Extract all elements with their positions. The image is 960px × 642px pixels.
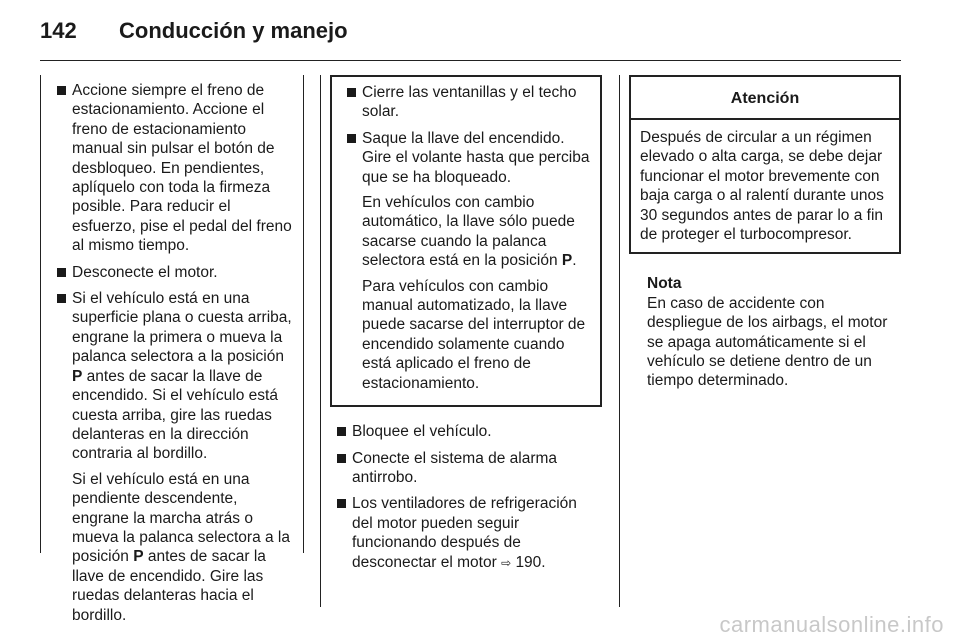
sub-text-post: antes de sacar la llave de encendido. Gire las ruedas delanteras hacia el bordillo.: [72, 548, 266, 624]
bullet-list: [41, 75, 303, 625]
item-subparagraph: Para vehículos con cambio manual automatizado, la llave puede sacarse del interruptor de encendido solamente cuando está aplicado el freno de estacionamiento.: [362, 277, 586, 392]
list-item: [340, 83, 594, 122]
item-text: Desconecte el motor.: [72, 263, 218, 281]
list-item: [330, 449, 597, 488]
list-item: [50, 289, 293, 625]
sub-text-pre: En vehículos con cambio automático, la llave sólo puede sacarse cuando la palanca selectora está en la posición: [362, 194, 575, 270]
item-text: Los ventiladores de refrigeración del motor pueden seguir funcionando después de desconectar el motor: [352, 495, 577, 571]
column-1: [40, 75, 304, 624]
header-rule: [40, 60, 901, 61]
note-title: Nota: [647, 275, 682, 293]
page-reference-arrow-icon: ⇨: [501, 555, 512, 570]
list-item: [330, 494, 597, 573]
item-text: Saque la llave del encendido. Gire el volante hasta que perciba que se ha bloqueado.: [362, 129, 590, 186]
item-subparagraph: [72, 470, 293, 625]
attention-box: [629, 75, 901, 254]
list-item: [50, 263, 293, 282]
item-text: Conecte el sistema de alarma antirrobo.: [352, 449, 558, 486]
page-title: Conducción y manejo: [119, 18, 348, 43]
list-item: [340, 129, 594, 393]
list-item: [330, 422, 597, 441]
note-body: En caso de accidente con despliegue de los airbags, el motor se apaga automáticamente si el vehículo se detiene dentro de un tiempo determinado.: [647, 294, 888, 390]
watermark: carmanualsonline.info: [719, 612, 944, 637]
sub-text-bold: P: [561, 252, 573, 270]
sub-text-bold: P: [133, 548, 144, 566]
boxed-steps: [330, 75, 602, 407]
bullet-list: [330, 422, 597, 573]
note: [620, 254, 904, 390]
bullet-list: [340, 83, 594, 393]
page-reference: 190.: [515, 553, 546, 571]
item-text-bold: P: [72, 367, 83, 385]
list-item: [50, 81, 293, 256]
sub-text-post: .: [572, 252, 577, 270]
attention-title: Atención: [631, 77, 899, 120]
sub-text-pre: Si el vehículo está en una pendiente descendente, engrane la marcha atrás o mueva la palanca selectora a la posición: [72, 470, 290, 566]
item-text-pre: Si el vehículo está en una superficie plana o cuesta arriba, engrane la primera o mueva la palanca selectora a la posición: [72, 290, 292, 366]
page-number: 142: [40, 18, 77, 43]
column-2: [320, 75, 605, 607]
item-text: Accione siempre el freno de estacionamiento. Accione el freno de estacionamiento manual sin pulsar el botón de desbloqueo. En pendientes, aplíquelo con toda la firmeza posible. Para reducir el esfuerzo, pise el pedal del freno al mismo tiempo.: [72, 82, 292, 255]
item-subparagraph: [362, 193, 594, 271]
item-text: Cierre las ventanillas y el techo solar.: [362, 84, 577, 121]
attention-body: Después de circular a un régimen elevado o alta carga, se debe dejar funcionar el motor brevemente con baja carga o al ralentí durante unos 30 segundos antes de parar lo a fin de proteger el turbocompresor.: [640, 129, 884, 244]
item-text: Bloquee el vehículo.: [352, 423, 492, 441]
item-text-post: antes de sacar la llave de encendido. Si el vehículo está cuesta arriba, gire las ruedas delanteras en la dirección contraria al bordillo.: [72, 367, 278, 463]
column-3: [619, 75, 904, 607]
